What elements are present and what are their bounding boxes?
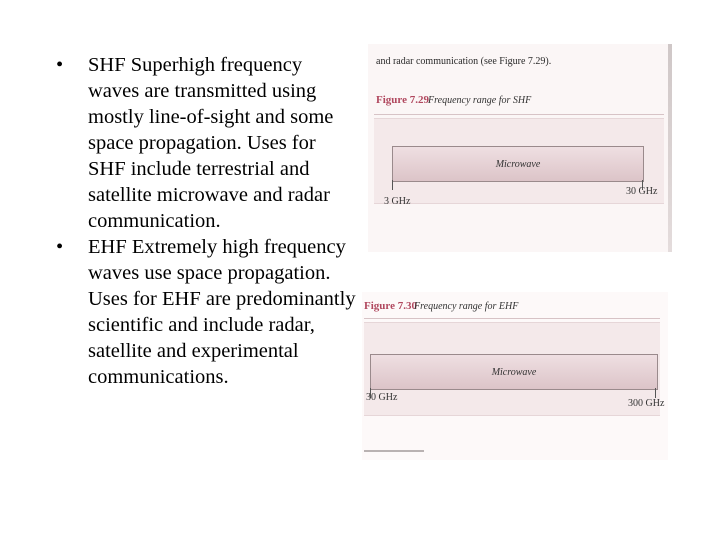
figure-ehf-microwave-band [370,354,658,390]
bullet-marker: • [56,54,64,76]
figure-ehf-label: Figure 7.30 [364,300,417,312]
figure-ehf-title: Frequency range for EHF [414,301,519,312]
bullet-text-ehf: EHF Extremely high frequency waves use space propagation. Uses for EHF are predominantly scientific and include radar, satellite and experimental communications. [88,236,356,388]
bullet-list [56,52,356,390]
figure-ehf-scan [362,292,668,460]
figure-shf-scan [368,44,672,252]
bullet-marker: • [56,236,64,258]
figure-ehf-start-label: 30 GHz [366,392,398,403]
bullet-item-shf [56,52,356,234]
figure-shf-start-tick [392,180,393,190]
bullet-text-shf: SHF Superhigh frequency waves are transmitted using mostly line-of-sight and some space propagation. Uses for SHF include terrestrial and satellite microwave and radar communication. [88,54,334,232]
figure-ehf-end-tick [655,388,656,398]
figure-shf-start-label: 3 GHz [384,196,411,207]
figure-shf-top-caption: and radar communication (see Figure 7.29). [376,56,552,67]
figure-shf-microwave-band [392,146,644,182]
figure-shf-end-label: 30 GHz [626,186,658,197]
figure-ehf-band-label: Microwave [491,366,537,378]
figure-ehf-end-label: 300 GHz [628,398,665,409]
scan-edge [668,44,672,252]
figure-shf-rule [374,114,664,115]
figure-shf-label: Figure 7.29 [376,94,429,106]
bullet-item-ehf [56,234,356,390]
figure-ehf-rule [364,318,660,319]
figure-shf-band-label: Microwave [495,158,541,170]
scan-smudge [364,450,424,452]
figure-shf-title: Frequency range for SHF [428,95,532,106]
